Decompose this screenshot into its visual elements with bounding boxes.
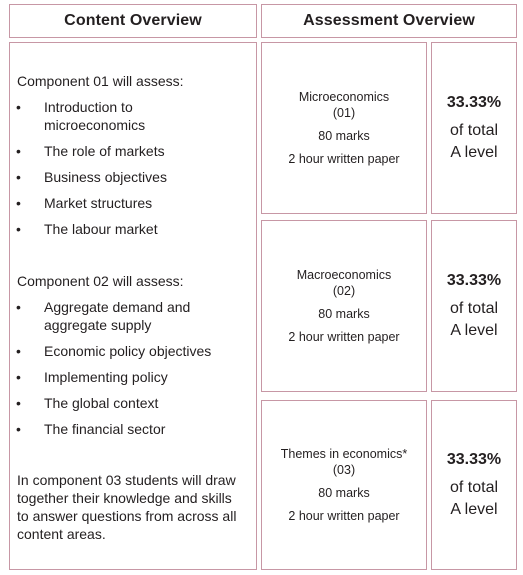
component-name: Microeconomics (298, 90, 390, 104)
list-item-text: Economic policy objectives (44, 343, 212, 359)
bullet-icon: • (16, 99, 21, 115)
list-item-text: microeconomics (44, 117, 146, 133)
weighting-label: of total (449, 299, 499, 317)
bullet-icon: • (16, 343, 21, 359)
list-item-text: The labour market (44, 221, 158, 237)
bullet-icon: • (16, 369, 21, 385)
list-item-text: Aggregate demand and (44, 299, 191, 315)
component-code: (01) (332, 106, 356, 120)
list-item-text: aggregate supply (44, 317, 152, 333)
component-03-description (17, 471, 253, 543)
list-item-text: The global context (44, 395, 159, 411)
assessment-component-03 (261, 400, 427, 570)
assessment-overview-title: Assessment Overview (303, 12, 475, 29)
list-item-text: Business objectives (44, 169, 167, 185)
component-marks: 80 marks (318, 129, 370, 143)
weighting-component-03 (431, 400, 517, 570)
weighting-label: A level (450, 321, 498, 339)
bullet-icon: • (16, 395, 21, 411)
weighting-label: of total (449, 478, 499, 496)
component-marks: 80 marks (318, 307, 370, 321)
component-code: (02) (332, 284, 356, 298)
component-name: Themes in economics* (280, 447, 408, 461)
assessment-component-01 (261, 42, 427, 214)
bullet-icon: • (16, 195, 21, 211)
component-code: (03) (332, 463, 356, 477)
description-line: together their knowledge and skills (17, 490, 232, 506)
weighting-percent: 33.33% (446, 450, 502, 468)
weighting-component-01 (431, 42, 517, 214)
bullet-icon: • (16, 143, 21, 159)
content-overview-panel (9, 42, 257, 570)
weighting-label: A level (450, 500, 498, 518)
weighting-label: of total (449, 121, 499, 139)
description-line: to answer questions from across all (17, 508, 237, 524)
component-01-intro: Component 01 will assess: (17, 73, 184, 89)
component-paper: 2 hour written paper (288, 509, 400, 523)
assessment-component-02 (261, 220, 427, 392)
weighting-component-02 (431, 220, 517, 392)
component-paper: 2 hour written paper (288, 152, 400, 166)
bullet-icon: • (16, 299, 21, 315)
weighting-label: A level (450, 143, 498, 161)
component-02-intro: Component 02 will assess: (17, 273, 184, 289)
bullet-icon: • (16, 169, 21, 185)
list-item-text: Market structures (44, 195, 153, 211)
component-name: Macroeconomics (296, 268, 392, 282)
weighting-percent: 33.33% (446, 271, 502, 289)
component-paper: 2 hour written paper (288, 330, 400, 344)
content-overview-header (9, 4, 257, 38)
list-item-text: The financial sector (44, 421, 166, 437)
list-item-text: Implementing policy (44, 369, 168, 385)
list-item-text: The role of markets (44, 143, 165, 159)
bullet-icon: • (16, 421, 21, 437)
description-line: content areas. (17, 526, 106, 542)
content-overview-title: Content Overview (64, 12, 202, 29)
bullet-icon: • (16, 221, 21, 237)
description-line: In component 03 students will draw (17, 472, 236, 488)
list-item-text: Introduction to (44, 99, 133, 115)
weighting-percent: 33.33% (446, 93, 502, 111)
component-marks: 80 marks (318, 486, 370, 500)
assessment-overview-header (261, 4, 517, 38)
